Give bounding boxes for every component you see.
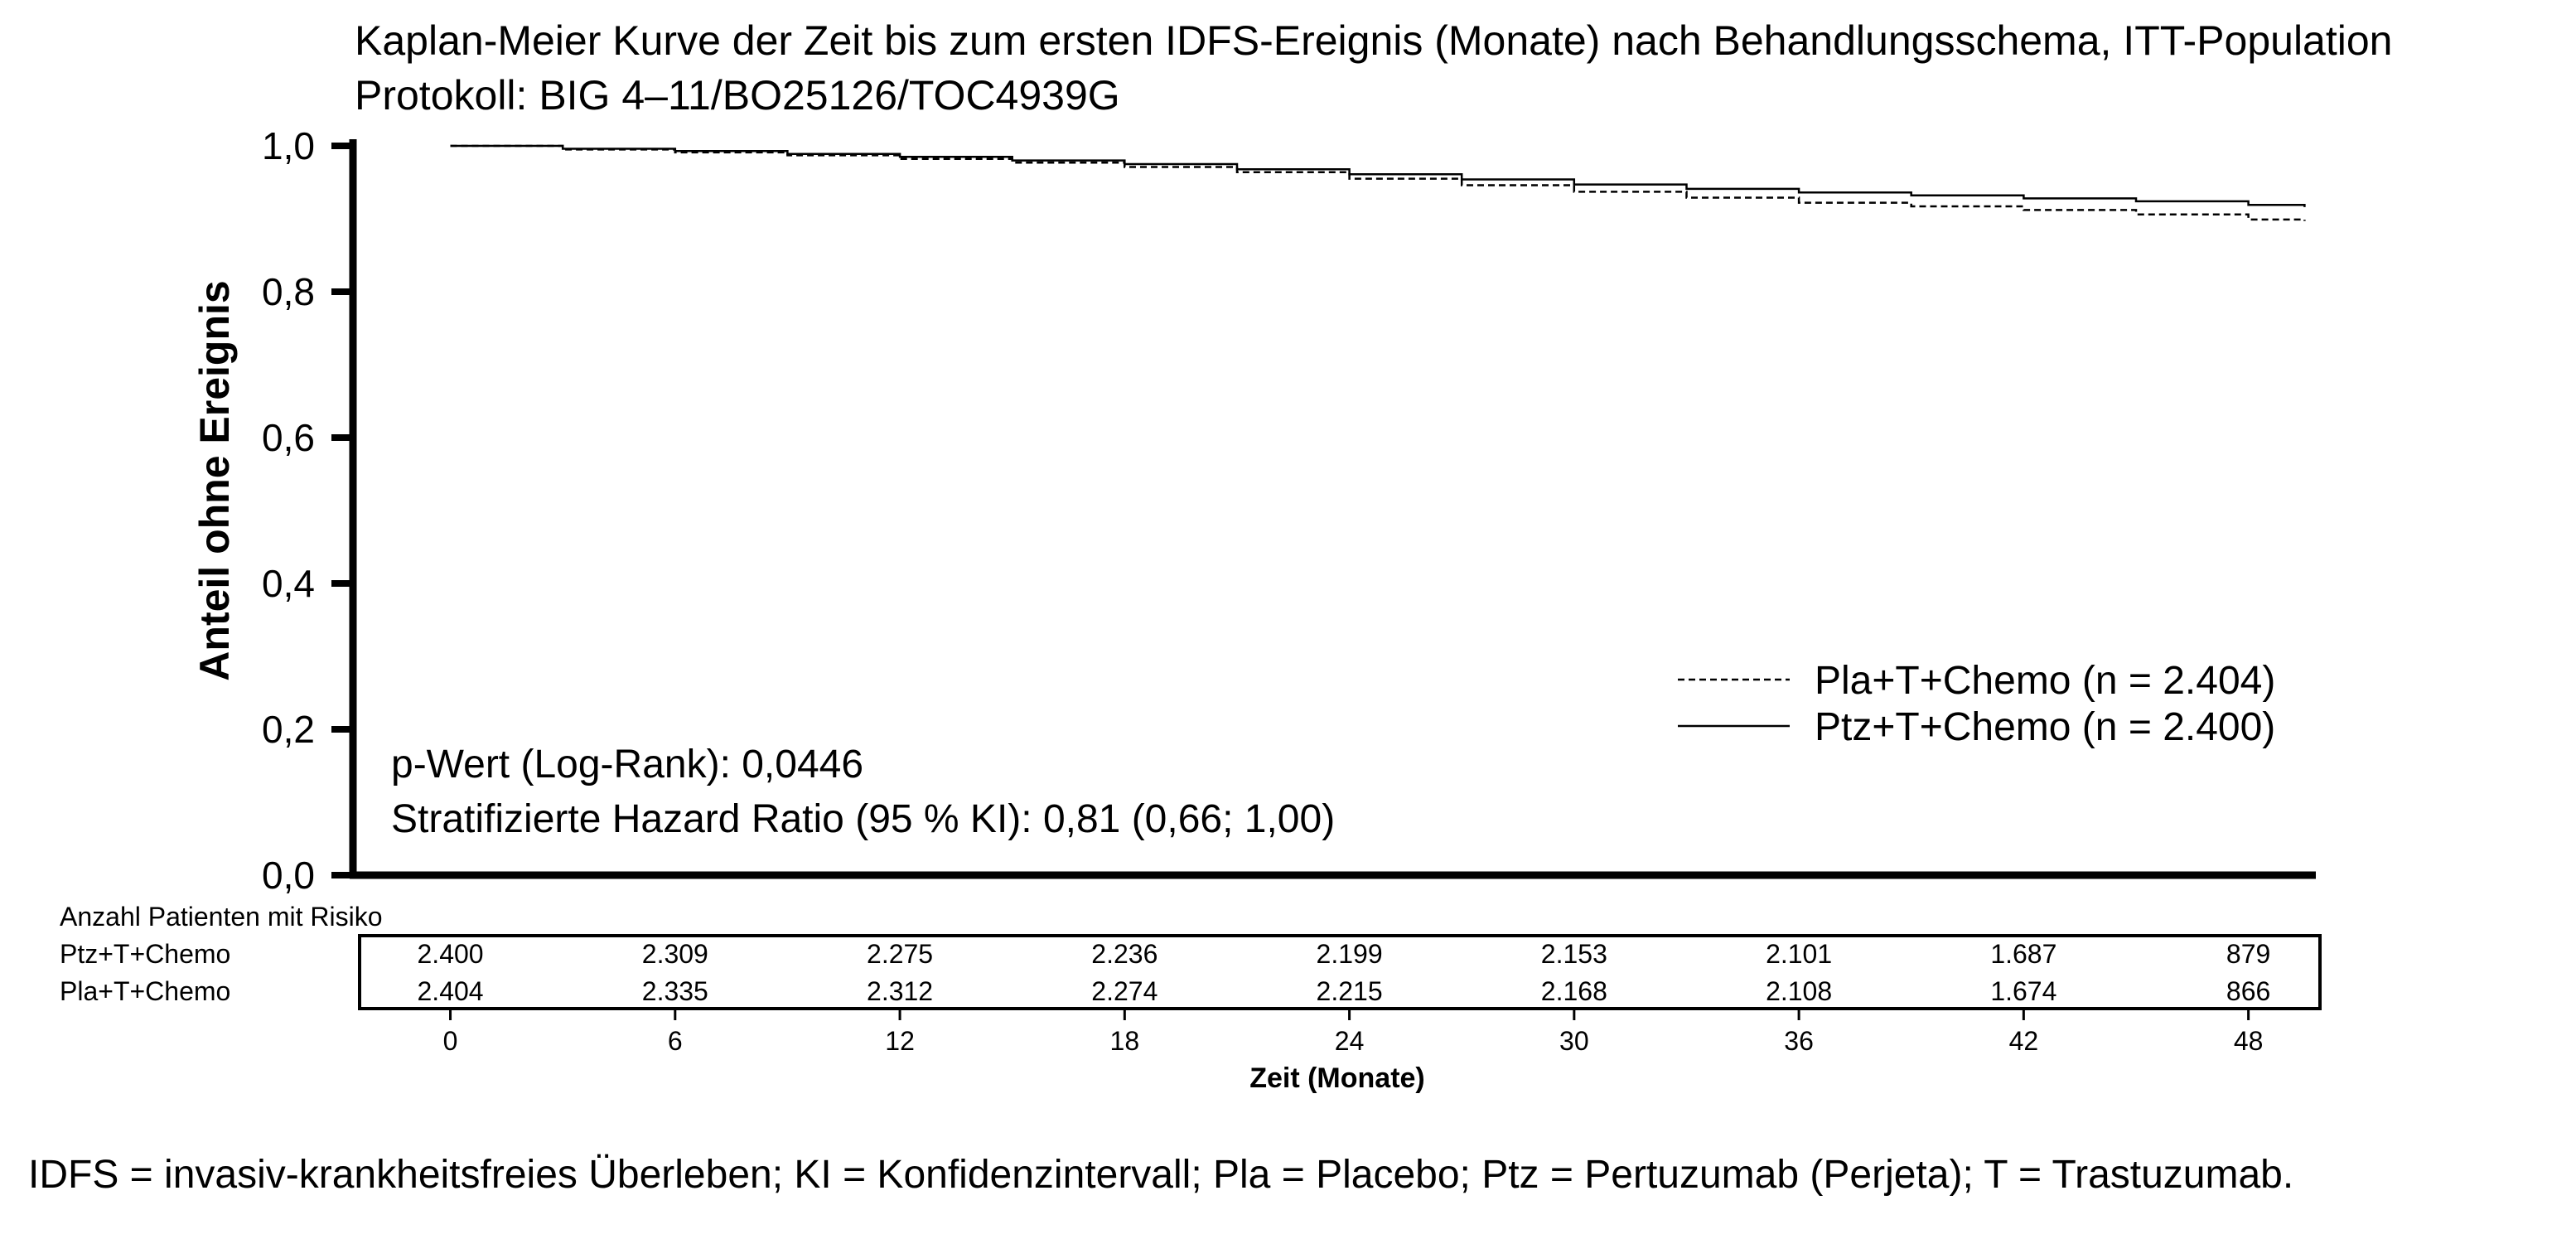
risk-value-ptz-18: 2.236 — [1091, 939, 1158, 969]
x-tick-label-2: 12 — [885, 1026, 915, 1056]
x-tick-label-5: 30 — [1559, 1026, 1589, 1056]
x-tick-label-4: 24 — [1334, 1026, 1365, 1056]
y-axis-label: Anteil ohne Ereignis — [191, 280, 238, 681]
x-tick-label-7: 42 — [2008, 1026, 2039, 1056]
risk-value-pla-36: 2.108 — [1766, 976, 1833, 1006]
footnote: IDFS = invasiv-krankheitsfreies Überleben; KI = Konfidenzintervall; Pla = Placebo; Ptz = Pertuzumab (Perjeta); T = Trastuzumab. — [28, 1153, 2294, 1197]
risk-value-ptz-30: 2.153 — [1540, 939, 1607, 969]
chart-title: Kaplan-Meier Kurve der Zeit bis zum ersten IDFS-Ereignis (Monate) nach Behandlungsschema, ITT-Population — [355, 17, 2393, 64]
x-tick-label-3: 18 — [1109, 1026, 1140, 1056]
x-tick-label-8: 48 — [2233, 1026, 2264, 1056]
risk-value-ptz-6: 2.309 — [641, 939, 708, 969]
p-value-annotation: p-Wert (Log-Rank): 0,0446 — [391, 743, 864, 786]
chart-subtitle: Protokoll: BIG 4–11/BO25126/TOC4939G — [355, 72, 1120, 119]
risk-value-ptz-36: 2.101 — [1766, 939, 1833, 969]
risk-table-title: Anzahl Patienten mit Risiko — [60, 902, 383, 932]
y-tick-label-2: 0,4 — [262, 562, 315, 605]
risk-value-pla-48: 866 — [2226, 976, 2271, 1006]
risk-table-values — [418, 939, 2271, 1006]
risk-value-pla-12: 2.312 — [867, 976, 934, 1006]
risk-value-ptz-42: 1.687 — [1990, 939, 2057, 969]
y-tick-label-5: 1,0 — [262, 124, 315, 167]
y-ticks — [262, 124, 353, 897]
risk-value-ptz-12: 2.275 — [867, 939, 934, 969]
curves — [451, 146, 2305, 221]
risk-value-pla-18: 2.274 — [1091, 976, 1158, 1006]
risk-row-label-pla: Pla+T+Chemo — [60, 976, 231, 1006]
y-tick-label-3: 0,6 — [262, 416, 315, 459]
km-curve-ptz — [451, 146, 2305, 207]
y-tick-label-4: 0,8 — [262, 270, 315, 313]
x-tick-label-0: 0 — [442, 1026, 458, 1056]
risk-value-ptz-48: 879 — [2226, 939, 2271, 969]
legend-label-ptz: Ptz+T+Chemo (n = 2.400) — [1815, 705, 2276, 749]
risk-value-pla-24: 2.215 — [1316, 976, 1383, 1006]
y-tick-label-0: 0,0 — [262, 854, 315, 897]
risk-value-ptz-24: 2.199 — [1316, 939, 1383, 969]
km-curve-pla — [451, 146, 2305, 221]
x-tick-label-1: 6 — [667, 1026, 683, 1056]
legend — [1678, 659, 2275, 749]
risk-value-pla-30: 2.168 — [1540, 976, 1607, 1006]
y-tick-label-1: 0,2 — [262, 708, 315, 751]
x-tick-label-6: 36 — [1784, 1026, 1814, 1056]
legend-label-pla: Pla+T+Chemo (n = 2.404) — [1815, 659, 2276, 703]
risk-value-ptz-0: 2.400 — [417, 939, 484, 969]
risk-value-pla-0: 2.404 — [417, 976, 484, 1006]
risk-value-pla-6: 2.335 — [641, 976, 708, 1006]
hazard-ratio-annotation: Stratifizierte Hazard Ratio (95 % KI): 0,81 (0,66; 1,00) — [391, 797, 1336, 841]
x-axis-label: Zeit (Monate) — [1249, 1062, 1425, 1094]
x-ticks — [443, 1009, 2264, 1056]
risk-row-label-ptz: Ptz+T+Chemo — [60, 939, 231, 969]
risk-value-pla-42: 1.674 — [1990, 976, 2057, 1006]
